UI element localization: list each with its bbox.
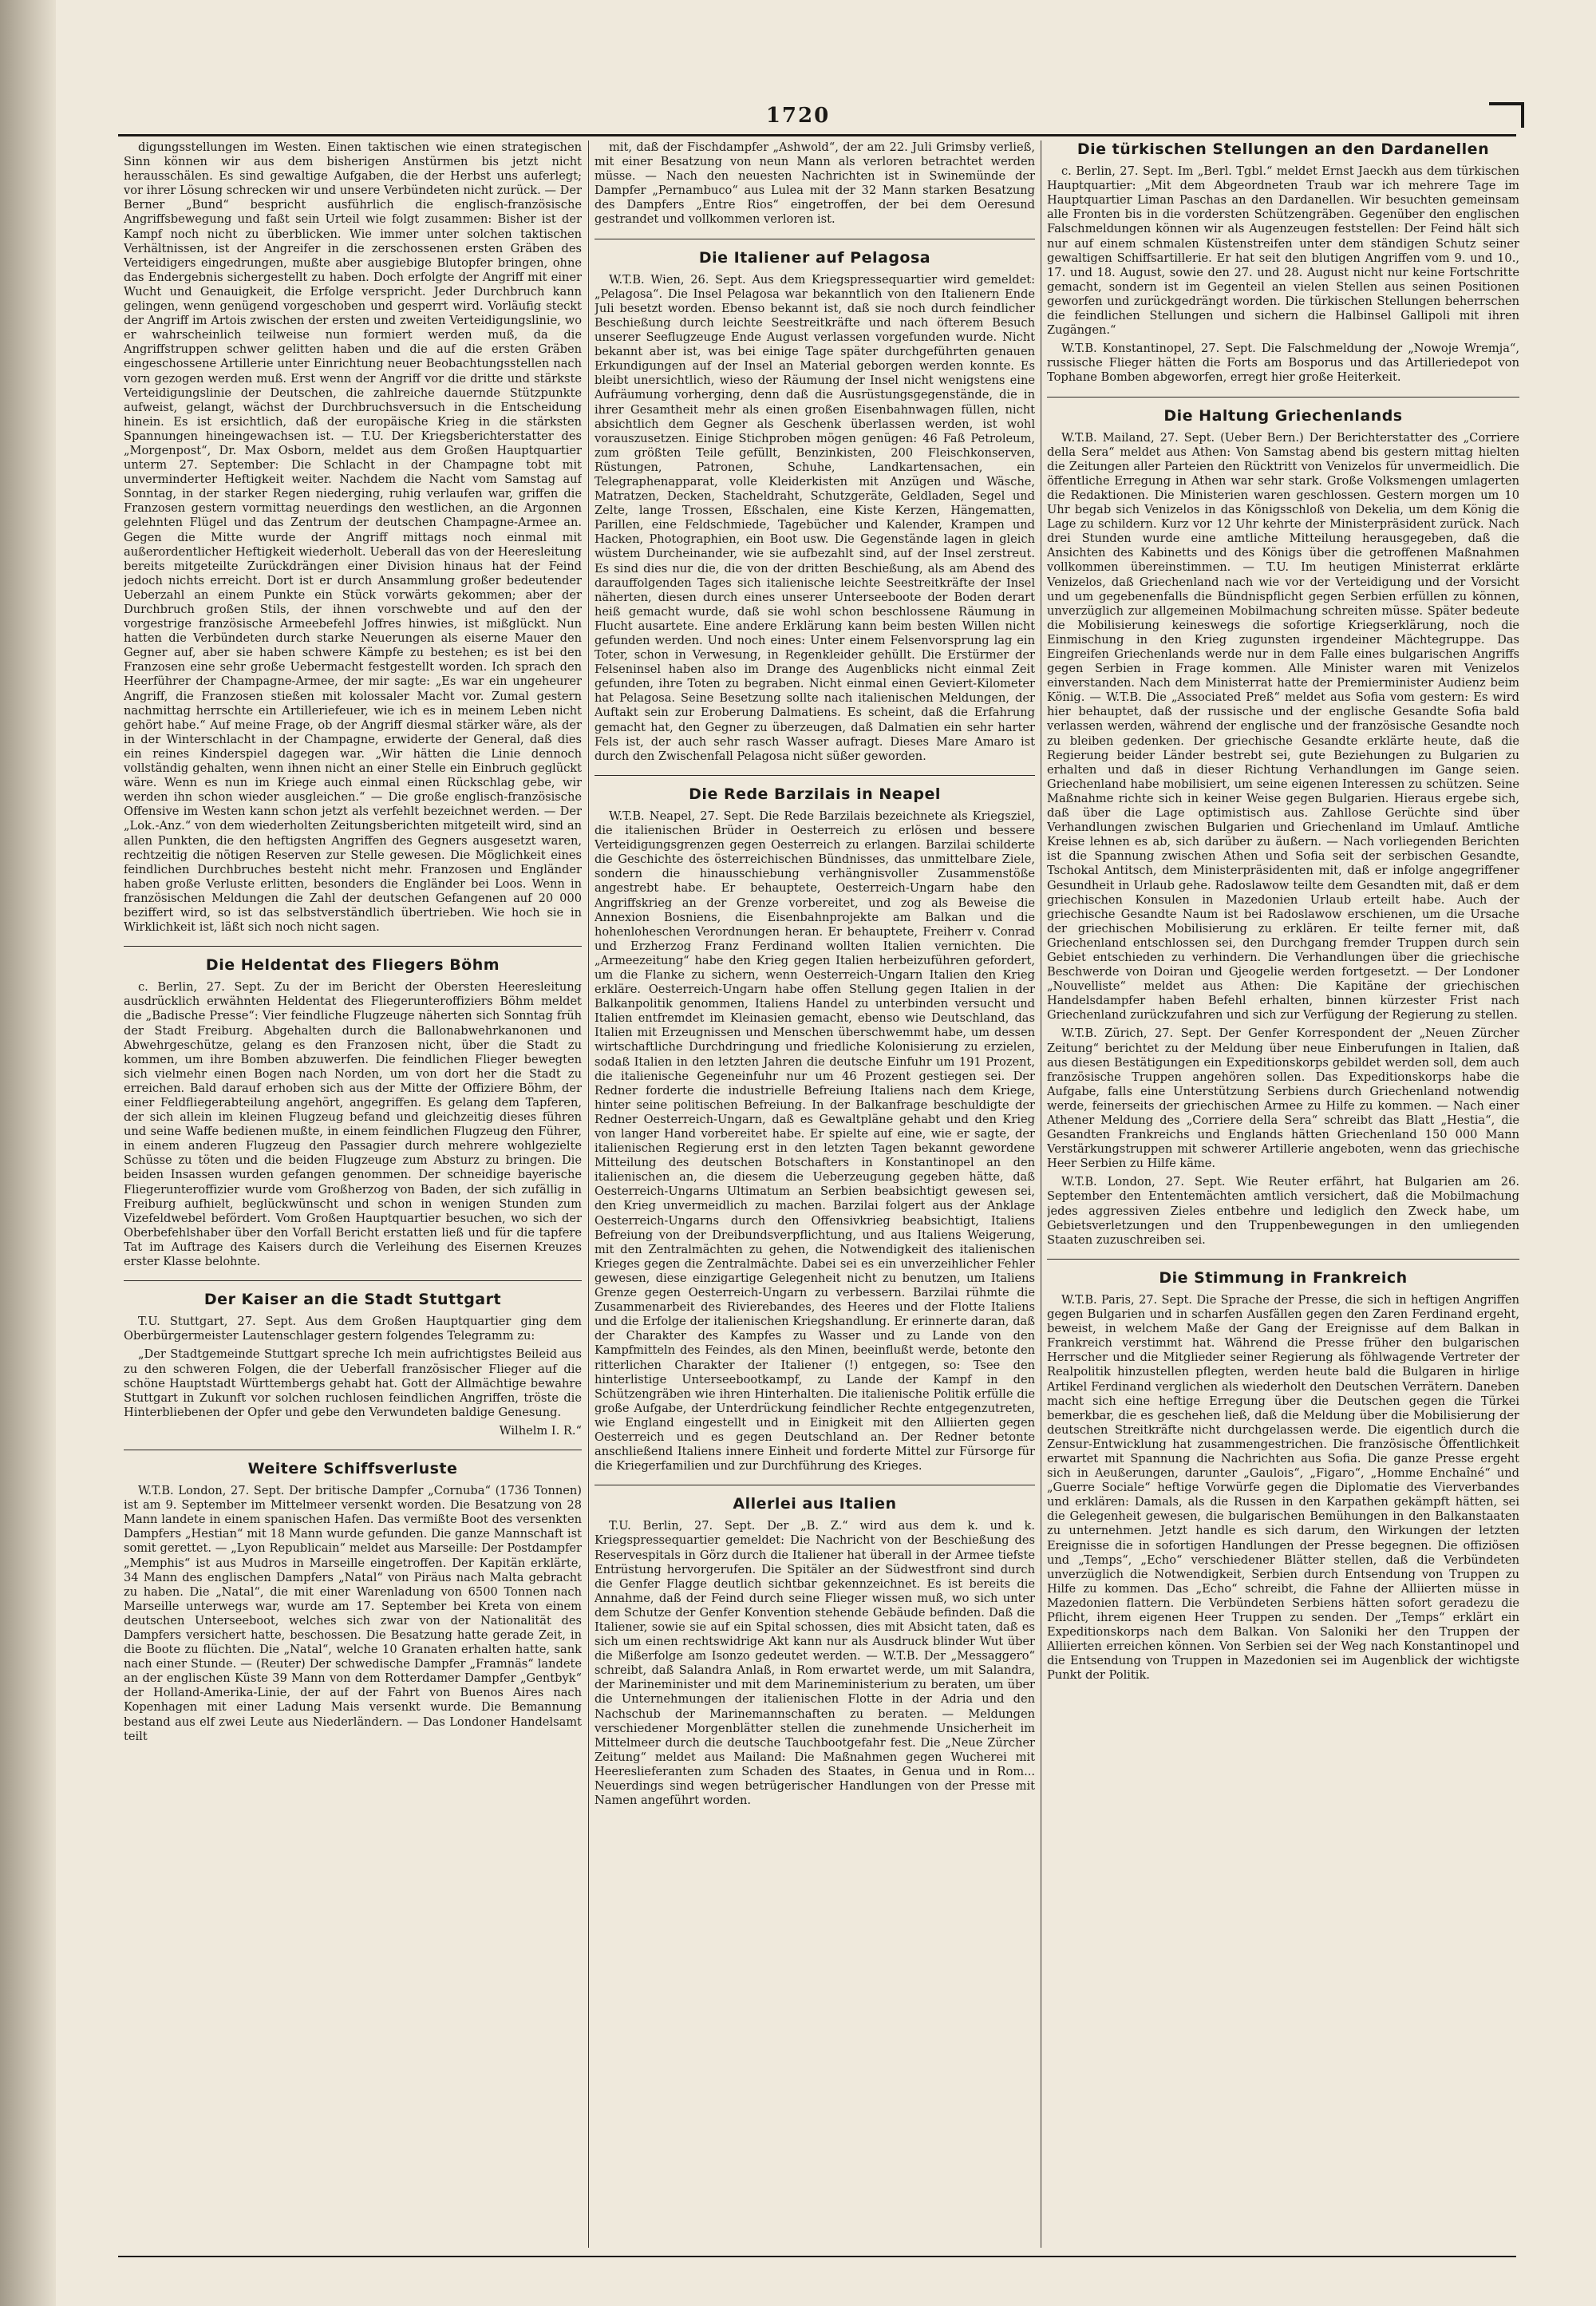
article-headline: Die Rede Barzilais in Neapel xyxy=(595,775,1035,801)
article-paragraph: T.U. Stuttgart, 27. Sept. Aus dem Großen Hauptquartier ging dem Oberbürgermeister Lautenschlager gestern folgendes Telegramm zu: xyxy=(124,1315,582,1343)
article-paragraph: mit, daß der Fischdampfer „Ashwold“, der am 22. Juli Grimsby verließ, mit einer Besatzung von neun Mann als verloren betrachtet werden müsse. — Nach den neuesten Nachrichten ist in Swinemünde der Dampfer „Pernambuco“ aus Lulea mit der 32 Mann starken Besatzung des Dampfers „Entre Rios“ eingetroffen, der bei dem Oeresund gestrandet und vollkommen verloren ist. xyxy=(595,140,1035,227)
article-paragraph: c. Berlin, 27. Sept. Im „Berl. Tgbl.“ meldet Ernst Jaeckh aus dem türkischen Hauptquartier: „Mit dem Abgeordneten Traub war ich mehrere Tage im Hauptquartier Liman Paschas an den Dardanellen. Wir besuchten gemeinsam alle Fronten bis in die vordersten Schützengräben. Gegenüber den englischen Falschmeldungen können wir als Augenzeugen feststellen: Der Feind hält sich nur auf einem schmalen Küstenstreifen unter dem ständigen Schutz seiner gewaltigen Schiffsartillerie. Er hat seit den blutigen Angriffen vom 9. und 10., 17. und 18. August, sowie den 27. und 28. August nicht nur keine Fortschritte gemacht, sondern ist im Gegenteil an vielen Stellen aus seinen Positionen geworfen und zurückgedrängt worden. Die türkischen Stellungen beherrschen die feindlichen Stellungen und sichern die Halbinsel Gallipoli mit ihren Zugängen.“ xyxy=(1047,164,1519,338)
article-paragraph: W.T.B. Zürich, 27. Sept. Der Genfer Korrespondent der „Neuen Zürcher Zeitung“ berichtet zu der Meldung über neue Einberufungen in Italien, daß aus diesen Bestätigungen ein Expeditionskorps gebildet werden soll, dem auch französische Truppen angehören sollen. Das Expeditionskorps habe die Aufgabe, falls eine Unterstützung Serbiens durch Griechenland notwendig werde, feinerseits der griechischen Armee zu Hilfe zu kommen. — Nach einer Athener Meldung des „Corriere della Sera“ schreibt das Blatt „Hestia“, die Gesandten Frankreichs und Englands hätten Griechenland 150 000 Mann Verstärkungstruppen mit schwerer Artillerie angeboten, wenn das griechische Heer Serbien zu Hilfe käme. xyxy=(1047,1026,1519,1171)
article-headline: Die Stimmung in Frankreich xyxy=(1047,1259,1519,1285)
column-middle xyxy=(595,140,1035,2248)
column-left xyxy=(124,140,582,2248)
article-headline: Die Haltung Griechenlands xyxy=(1047,397,1519,423)
article-paragraph: W.T.B. London, 27. Sept. Der britische Dampfer „Cornuba“ (1736 Tonnen) ist am 9. September im Mittelmeer versenkt worden. Die Besatzung von 28 Mann landete in einem spanischen Hafen. Das vermißte Boot des versenkten Dampfers „Hestian“ mit 18 Mann wurde gefunden. Die ganze Mannschaft ist somit gerettet. — „Lyon Republicain“ meldet aus Marseille: Der Postdampfer „Memphis“ ist aus Mudros in Marseille eingetroffen. Der Kapitän erklärte, 34 Mann des englischen Dampfers „Natal“ von Piräus nach Malta gebracht zu haben. Die „Natal“, die mit einer Warenladung von 6500 Tonnen nach Marseille unterwegs war, wurde am 17. September bei Kreta von einem deutschen Unterseeboot, welches sich zwar von der Nationalität des Dampfers versichert hatte, beschossen. Die Besatzung hatte gerade Zeit, in die Boote zu flüchten. Die „Natal“, welche 10 Granaten erhalten hatte, sank nach einer Stunde. — (Reuter) Der schwedische Dampfer „Framnäs“ landete an der englischen Küste 39 Mann von dem Rotterdamer Dampfer „Gentbyk“ der Holland-Amerika-Linie, der auf der Fahrt von Buenos Aires nach Kopenhagen mit einer Ladung Mais versenkt wurde. Die Bemannung bestand aus elf zwei Leute aus Niederländern. — Das Londoner Handelsamt teilt xyxy=(124,1484,582,1743)
article-paragraph: W.T.B. Wien, 26. Sept. Aus dem Kriegspressequartier wird gemeldet: „Pelagosa“. Die Insel Pelagosa war bekanntlich von den Italienern Ende Juli besetzt worden. Ebenso bekannt ist, daß sie noch durch feindlicher Beschießung durch leichte Seestreitkräfte und nach öfterem Besuch unserer Seeflugzeuge Ende August verlassen vorgefunden wurde. Nicht bekannt aber ist, was bei einige Tage später durchgeführten genauen Erkundigungen auf der Insel an Material geborgen werden konnte. Es bleibt unersichtlich, wieso der Räumung der Insel nicht wenigstens eine Aufräumung vorherging, denn daß die Ausrüstungsgegenstände, die in ihrer Gesamtheit mehr als einen großen Eisenbahnwagen füllen, nicht absichtlich dem Gegner als Geschenk überlassen werden, ist wohl vorauszusetzen. Einige Stichproben mögen genügen: 46 Faß Petroleum, zum größten Teile gefüllt, Benzinkisten, 200 Fleischkonserven, Rüstungen, Patronen, Schuhe, Landkartensachen, ein Telegraphenapparat, volle Kleiderkisten mit Anzügen und Wäsche, Matratzen, Decken, Stacheldraht, Schutzgeräte, Geldladen, Segel und Zelte, lange Trossen, Eßschalen, eine Kiste Kerzen, Hängematten, Parillen, eine Feldschmiede, Tagebücher und Kalender, Krampen und Hacken, Photographien, ein Boot usw. Die Gegenstände lagen in gleich wüstem Durcheinander, wie sie aufbezahlt sind, auf der Insel zerstreut. Es sind dies nur die, die von der dritten Beschießung, als am Abend des darauffolgenden Tages sich italienische leichte Seestreitkräfte der Insel näherten, diesen durch eines unserer Unterseeboote der Boden derart heiß gemacht wurde, daß sie wohl schon beschlossene Räumung in Flucht ausartete. Eine andere Erklärung kann beim besten Willen nicht gefunden werden. Und noch eines: Unter einem Felsenvorsprung lag ein Toter, schon in Verwesung, in Regenkleider gehüllt. Die Erstürmer der Felseninsel haben also im Drange des Augenblicks nicht einmal Zeit gefunden, ihre Toten zu begraben. Nicht einmal einen Geviert-Kilometer hat Pelagosa. Seine Besetzung sollte nach italienischen Meldungen, der Auftakt sein zur Eroberung Dalmatiens. Es scheint, daß die Erfahrung gemacht hat, den Gegner zu überzeugen, daß Dalmatien ein sehr harter Fels ist, der auch sehr rasch Wasser aufragt. Dieses Mare Amaro ist durch den Zwischenfall Pelagosa nicht süßer geworden. xyxy=(595,272,1035,763)
footer-rule xyxy=(118,2256,1516,2257)
page-number: 1720 xyxy=(765,104,831,128)
article-headline: Die türkischen Stellungen an den Dardanellen xyxy=(1077,140,1490,158)
article-paragraph: T.U. Berlin, 27. Sept. Der „B. Z.“ wird aus dem k. und k. Kriegspressequartier gemeldet: Die Nachricht von der Beschießung des Reservespitals in Görz durch die Italiener hat überall in der Armee tiefste Entrüstung hervorgerufen. Die Spitäler an der Südwestfront sind durch die Genfer Flagge deutlich sichtbar gekennzeichnet. Es ist bereits die Annahme, daß der Feind durch seine Flieger wissen muß, wo sich unter dem Schutze der Genfer Konvention stehende Gebäude befinden. Daß die Italiener, sowie sie auf ein Spital schossen, dies mit Absicht taten, daß es sich um einen rechtswidrige Akt kann nur als Ausdruck blinder Wut über die Mißerfolge am Isonzo gedeutet werden. — W.T.B. Der „Messaggero“ schreibt, daß Salandra Anlaß, in Rom erwartet werde, um mit Salandra, der Marineminister und mit dem Marineministerium zu beraten, um über die Unternehmungen der italienischen Flotte in der Adria und den Nachschub der Marinemannschaften zu beraten. — Meldungen verschiedener Morgenblätter stellen die zunehmende Unsicherheit im Mittelmeer durch die deutsche Tauchbootgefahr fest. Die „Neue Zürcher Zeitung“ meldet aus Mailand: Die Maßnahmen gegen Wucherei mit Heereslieferanten zum Schaden des Staates, in Genua und in Rom... Neuerdings sind wegen betrügerischer Handlungen von der Presse mit Namen angeführt worden. xyxy=(595,1519,1035,1808)
column-divider xyxy=(588,140,589,2248)
article-paragraph: W.T.B. London, 27. Sept. Wie Reuter erfährt, hat Bulgarien am 26. September den Ententemächten amtlich versichert, daß die Mobilmachung jedes aggressiven Zieles entbehre und lediglich den Zweck habe, um Gebietsverletzungen und den Truppenbewegungen in den umliegenden Staaten zuzuschreiben sei. xyxy=(1047,1175,1519,1247)
telegram-signature: Wilhelm I. R.“ xyxy=(499,1423,582,1438)
article-paragraph: W.T.B. Konstantinopel, 27. Sept. Die Falschmeldung der „Nowoje Wremja“, russische Flieger hätten die Forts am Bosporus und das Artilleriedepot von Tophane Bomben abgeworfen, erregt hier große Heiterkeit. xyxy=(1047,342,1519,385)
article-headline: Weitere Schiffsverluste xyxy=(124,1450,582,1476)
article-paragraph: W.T.B. Paris, 27. Sept. Die Sprache der Presse, die sich in heftigen Angriffen gegen Bulgarien und in scharfen Ausfällen gegen den Zaren Ferdinand ergeht, beweist, in welchem Maße der Gang der Ereignisse auf dem Balkan in Frankreich verstimmt hat. Während die Presse früher den bulgarischen Herrscher und die Mitglieder seiner Regierung als föhlwagende Vertreter der Realpolitik hinzustellen pflegten, werden heute bald die Bulgaren in hirlige Artikel Ferdinand verglichen als wiederholt den Deutschen Verrätern. Daneben macht sich eine heftige Erregung über die Deutschen gegen die Türkei bemerkbar, die es geschehen ließ, daß die Meldung über die Mobilisierung der deutschen Streitkräfte nicht durchgelassen werde. Die eigentlich durch die Zensur-Entwicklung hat zusammengestrichen. Die französische Öffentlichkeit erwartet mit Spannung die Nachrichten aus Sofia. Die ganze Presse ergeht sich in Aeußerungen, darunter „Gaulois“, „Figaro“, „Homme Enchaîné“ und „Guerre Sociale“ heftige Vorwürfe gegen die Diplomatie des Vierverbandes und erklären: Damals, als die Russen in den Karpathen gekämpft hätten, sei die Gelegenheit gewesen, die bulgarischen Bemühungen in den Balkanstaaten zu unternehmen. Jetzt handle es sich darum, den Wirkungen der letzten Ereignisse die in sofortigen Handlungen der Presse begegnen. Die offiziösen und „Temps“, „Echo“ verschiedener Blätter stellen, daß die Verbündeten unverzüglich die Notwendigkeit, Serbien durch Entsendung von Truppen zu Hilfe zu kommen. Das „Echo“ schreibt, die Fahne der Alliierten müsse in Mazedonien flattern. Die Verbündeten Serbiens hätten sofort geradezu die Pflicht, ihrem eigenen Heer Truppen zu senden. Der „Temps“ erklärt ein Expeditionskorps nach dem Balkan. Von Saloniki her den Truppen der Alliierten erreichen können. Von Serbien sei der Weg nach Konstantinopel und die Entsendung von Truppen in Mazedonien sei im Augenblick der wichtigste Punkt der Politik. xyxy=(1047,1292,1519,1683)
article-headline: Die Italiener auf Pelagosa xyxy=(595,239,1035,265)
article-headline: Die Heldentat des Fliegers Böhm xyxy=(124,946,582,972)
article-paragraph: c. Berlin, 27. Sept. Zu der im Bericht der Obersten Heeresleitung ausdrücklich erwähnten Heldentat des Fliegerunteroffiziers Böhm meldet die „Badische Presse“: Vier feindliche Flugzeuge näherten sich Sonntag früh der Stadt Freiburg. Abgehalten durch die Ballonabwehrkanonen und Abwehrgeschütze, gelang es den Franzosen nicht, über die Stadt zu kommen, um ihre Bomben abzuwerfen. Die feindlichen Flieger bewegten sich vielmehr einen Bogen nach Norden, um von dort her die Stadt zu erreichen. Bald darauf erhoben sich aus der Mitte der Offiziere Böhm, der einer Feldfliegerabteilung angehört, angegriffen. Es gelang dem Tapferen, der sich allein im kleinen Flugzeug befand und gleichzeitig dieses führen und seine Waffe bedienen mußte, in einem feindlichen Flugzeug den Führer, in einem anderen Flugzeug den Passagier durch mehrere wohlgezielte Schüsse zu töten und die beiden Flugzeuge zum Absturz zu bringen. Die beiden Insassen wurden gefangen genommen. Der schneidige bayerische Fliegerunteroffizier wurde vom Großherzog von Baden, der sich zufällig in Freiburg aufhielt, beglückwünscht und schon in wenigen Stunden zum Vizefeldwebel befördert. Vom Großen Hauptquartier besuchen, wo sich der Oberbefehlshaber über den Vorfall Bericht erstatten ließ und für die tapfere Tat im Auftrage des Kaisers durch die Verleihung des Eisernen Kreuzes erster Klasse belohnte. xyxy=(124,980,582,1269)
article-headline: Allerlei aus Italien xyxy=(595,1485,1035,1511)
header-rule xyxy=(118,134,1516,136)
corner-bracket-mark xyxy=(1489,102,1524,128)
article-paragraph: W.T.B. Neapel, 27. Sept. Die Rede Barzilais bezeichnete als Kriegsziel, die italienischen Brüder in Oesterreich zu erlösen und bessere Verteidigungsgrenzen gegen Oesterreich zu erlangen. Barzilai schilderte die Geschichte des österreichischen Bündnisses, das unmittelbare Ziele, sondern die hinausschiebung verhängnisvoller Zusammenstöße angestrebt habe. Er behauptete, Oesterreich-Ungarn habe den Angriffskrieg an der Grenze vorbereitet, und zog als Beweise die Annexion Bosniens, die Eisenbahnprojekte am Balkan und die hohenloheschen Verordnungen heran. Er behauptete, Freiherr v. Conrad und Erzherzog Franz Ferdinand wollten Italien vernichten. Die „Armeezeitung“ habe den Krieg gegen Italien herbeizuführen gefordert, um die Flanke zu sichern, wenn Oesterreich-Ungarn Italien den Krieg erkläre. Oesterreich-Ungarn habe offen Stellung gegen Italien in der Balkanpolitik genommen, Italiens Handel zu unterbinden versucht und Italien entfremdet im Kleinasien gemacht, ebenso wie Deutschland, das Italien mit Erzeugnissen und Menschen überschwemmt habe, um dessen wirtschaftliche Durchdringung und friedliche Kolonisierung zu erzielen, sodaß Italien in den letzten Jahren die deutsche Einfuhr um 191 Prozent, die italienische Gegeneinfuhr nur um 46 Prozent gestiegen sei. Der Redner forderte die industrielle Befreiung Italiens nach dem Kriege, hinter seine politischen Befreiung. In der Balkanfrage beschuldigte der Redner Oesterreich-Ungarn, daß es Gewaltpläne gehabt und den Krieg von langer Hand vorbereitet habe. Er spielte auf eine, wie er sagte, der italienischen Regierung erst in den letzten Tagen bekannt gewordene Mitteilung des deutschen Botschafters in Konstantinopel an den italienischen an, die diesem die Ueberzeugung gegeben hätte, daß Oesterreich-Ungarns Ultimatum an Serbien beabsichtigt gewesen sei, den Krieg unvermeidlich zu machen. Barzilai folgert aus der Anklage Oesterreich-Ungarns durch den Offensivkrieg beabsichtigt, Italiens Befreiung von der Dreibundsverpflichtung, und aus Italiens Weigerung, mit den Zentralmächten zu gehen, die Notwendigkeit des italienischen Krieges gegen die Zentralmächte. Dabei sei es ein unverzeihlicher Fehler gewesen, diese einzigartige Gelegenheit nicht zu benutzen, um Italiens Grenze gegen Oesterreich-Ungarn zu verbessern. Barzilai rühmte die Zusammenarbeit des Rivierebandes, des Heeres und der Flotte Italiens und die Erfolge der italienischen Kriegshandlung. Er erinnerte daran, daß der Charakter des Kampfes zu Wasser und zu Lande von den Kampfmitteln des Feindes, als den Minen, beeinflußt werde, betonte den ritterlichen Charakter der Italiener (!) entgegen, so: Tsee den hinterlistige Unterseebootkampf, zu Lande der Kampf in den Schützengräben wie ihren Hinterhalten. Die italienische Politik erfülle die große Aufgabe, der Unterdrückung feindlicher Rechte entgegenzutreten, wie England eingestellt und in Einigkeit mit den Alliierten gegen Oesterreich und es gegen Deutschland an. Der Redner betonte anschließend Italiens innere Einheit und forderte Mittel zur Fürsorge für die Kriegerfamilien und zur Durchführung des Krieges. xyxy=(595,809,1035,1473)
book-binding-edge xyxy=(0,0,56,2306)
article-paragraph: W.T.B. Mailand, 27. Sept. (Ueber Bern.) Der Berichterstatter des „Corriere della Sera“ meldet aus Athen: Von Samstag abend bis gestern mittag hielten die Zeitungen aller Parteien den Rücktritt von Venizelos für unvermeidlich. Die öffentliche Erregung in Athen war sehr stark. Große Volksmengen umlagerten die Redaktionen. Die Ministerien waren geschlossen. Gestern morgen um 10 Uhr begab sich Venizelos in das Königsschloß von Dekelia, um dem König die Lage zu schildern. Kurz vor 12 Uhr kehrte der Ministerpräsident zurück. Nach drei Stunden wurde eine amtliche Mitteilung herausgegeben, daß die Ansichten des Kabinetts und des Königs über die getroffenen Maßnahmen vollkommen übereinstimmen. — T.U. Im heutigen Ministerrat erklärte Venizelos, daß Griechenland nach wie vor der Verteidigung und der Vorsicht und um gegebenenfalls die Bündnispflicht gegen Serbien erfüllen zu können, unverzüglich zur allgemeinen Mobilmachung schreiten müsse. Später bedeute die Mobilisierung keineswegs die sofortige Kriegserklärung, noch die Einmischung in den Krieg zugunsten irgendeiner Mächtegruppe. Das Eingreifen Griechenlands werde nur in dem Falle eines bulgarischen Angriffs gegen Serbien in Frage kommen. Alle Minister waren mit Venizelos einverstanden. Nach dem Ministerrat hatte der Premierminister Audienz beim König. — W.T.B. Die „Associated Preß“ meldet aus Sofia vom gestern: Es wird hier behauptet, daß der russische und der englische Gesandte Sofia bald verlassen werden, während der englische und der französische Gesandte noch zu bleiben gedenken. Der griechische Gesandte erklärte heute, daß die Regierung beider Länder bestrebt sei, gute Beziehungen zu Bulgarien zu erhalten und daß in dieser Richtung Verhandlungen im Gange seien. Griechenland habe mobilisiert, um seine eigenen Interessen zu schützen. Seine Maßnahme richte sich in keiner Weise gegen Bulgarien. Hieraus ergebe sich, daß über die Lage optimistisch aus. Zahllose Gerüchte sind über Verhandlungen zwischen Bulgarien und Griechenland im Umlauf. Amtliche Kreise lehnen es ab, sich darüber zu äußern. — Nach vorliegenden Berichten ist die Spannung zwischen Athen und Sofia seit der serbischen Gesandte, Tschokal Antitsch, dem Ministerpräsidenten mit, daß er infolge angegriffener Gesundheit in Urlaub gehe. Radoslawow teilte dem Gesandten mit, daß er dem griechischen Konsulen in Mazedonien Urlaub erteilt habe. Auch der griechische Gesandte Naum ist bei Radoslawow erschienen, um die Ursache der griechischen Mobilisierung zu erklären. Er teilte ferner mit, daß Griechenland entschlossen sei, den Durchgang fremder Truppen durch sein Gebiet entschieden zu verhindern. Die Verhandlungen über die griechische Beschwerde von Doiran und Gjeogelie werden fortgesetzt. — Der Londoner „Nouvelliste“ meldet aus Athen: Die Kapitäne der griechischen Handelsdampfer haben Befehl erhalten, binnen kürzester Frist nach Griechenland zurückzufahren und sich zur Verfügung der Regierung zu stellen. xyxy=(1047,430,1519,1022)
telegram-text: „Der Stadtgemeinde Stuttgart spreche Ich mein aufrichtigstes Beileid aus zu den schweren Folgen, die der Ueberfall französischer Flieger auf die schöne Hauptstadt Württembergs gehabt hat. Gott der Allmächtige bewahre Stuttgart in Zukunft vor solchen ruchlosen feindlichen Angriffen, tröste die Hinterbliebenen der Opfer und gebe den Verwundeten baldige Genesung. xyxy=(124,1347,582,1419)
column-right xyxy=(1047,140,1519,2248)
article-headline: Der Kaiser an die Stadt Stuttgart xyxy=(124,1280,582,1307)
article-paragraph: digungsstellungen im Westen. Einen taktischen wie einen strategischen Sinn können wir aus dem bisherigen Anstürmen bis jetzt nicht herausschälen. Es sind gewaltige Aufgaben, die der Herbst uns auferlegt; vor ihrer Lösung schrecken wir und unsere Verbündeten nicht zurück. — Der Berner „Bund“ bespricht ausführlich die englisch-französische Angriffsbewegung und faßt sein Urteil wie folgt zusammen: Bisher ist der Kampf noch nicht zu überblicken. Wie immer unter solchen taktischen Verhältnissen, ist der Angreifer in die zerschossenen ersten Gräben des Verteidigers eingedrungen, mußte aber ausgiebige Blutopfer bringen, ohne das Endergebnis sichergestellt zu haben. Doch erfolgte der Angriff mit einer Wucht und Genauigkeit, die Erfolge verspricht. Jeder Durchbruch kann gelingen, wenn genügend vorgeschoben und gesperrt wird. Vorläufig steckt der Angriff im Artois zwischen der ersten und zweiten Verteidigungslinie, wo er wahrscheinlich teilweise nun formiert werden muß, da die Angriffstruppen schwer gelitten haben und die auf die ersten Gräben eingeschossene Artillerie unter Einrichtung neuer Beobachtungsstellen nach vorn gezogen werden muß. Erst wenn der Angriff vor die dritte und stärkste Verteidigungslinie der Deutschen, die zahlreiche dauernde Stützpunkte aufweist, gelangt, wächst der Durchbruchsversuch in die Entscheidung hinein. Es ist ersichtlich, daß der europäische Krieg in die stärksten Spannungen hineingewachsen ist. — T.U. Der Kriegsberichterstatter des „Morgenpost“, Dr. Max Osborn, meldet aus dem Großen Hauptquartier unterm 27. September: Die Schlacht in der Champagne tobt mit unverminderter Heftigkeit weiter. Nachdem die Nacht vom Samstag auf Sonntag, in der starker Regen niederging, ruhig verlaufen war, griffen die Franzosen gestern vormittag neuerdings den westlichen, an die Argonnen gelehnten Flügel und das Zentrum der deutschen Champagne-Armee an. Gegen die Mitte wurde der Angriff mittags noch einmal mit außerordentlicher Heftigkeit wiederholt. Ueberall das von der Heeresleitung bereits mitgeteilte Zurückdrängen einer Division hinaus hat der Feind jedoch nichts erreicht. Dort ist er durch Ansammlung großer bedeutender Ueberzahl an einem Punkte ein Stück vorwärts gekommen; aber der Durchbruch großen Stils, der ihnen vorschwebte und auf den der vorgestrige französische Armeebefehl Joffres hinwies, ist mißglückt. Nun hatten die Verbündeten durch starke Neuerungen als eiserne Mauer den Gegner auf, aber sie haben schwere Kämpfe zu bestehen; es ist bei den Franzosen eine sehr große Uebermacht festgestellt worden. Ich sprach den Heerführer der Champagne-Armee, der mir sagte: „Es war ein ungeheurer Angriff, die Franzosen stießen mit kolossaler Macht vor. Zumal gestern nachmittag herrschte ein Artilleriefeuer, wie ich es in meinem Leben nicht gehört habe.“ Auf meine Frage, ob der Angriff diesmal stärker wäre, als der in der Winterschlacht in der Champagne, erwiderte der General, daß dies ein reines Kinderspiel dagegen war. „Wir hätten die Linie dennoch vollständig gehalten, wenn ihnen nicht an einer Stelle ein Einbruch geglückt wäre. Wenn es nun im Kriege auch einmal einen Rückschlag gebe, wir werden ihn schon wieder ausgleichen.“ — Die große englisch-französische Offensive im Westen kann schon jetzt als verfehlt bezeichnet werden. — Der „Lok.-Anz.“ von dem wiederholten Zeitungsberichten mitgeteilt wird, sind an allen Punkten, die den heftigsten Angriffen des Gegners ausgesetzt waren, rechtzeitig die nötigen Reserven zur Stelle gewesen. Die Möglichkeit eines feindlichen Durchbruches besteht nicht mehr. Franzosen und Engländer haben große Verluste erlitten, besonders die Engländer bei Loos. Wenn in französischen Meldungen die Zahl der deutschen Gefangenen auf 20 000 beziffert wird, so ist das selbstverständlich übertrieben. Wie hoch sie in Wirklichkeit ist, läßt sich noch nicht sagen. xyxy=(124,140,582,935)
